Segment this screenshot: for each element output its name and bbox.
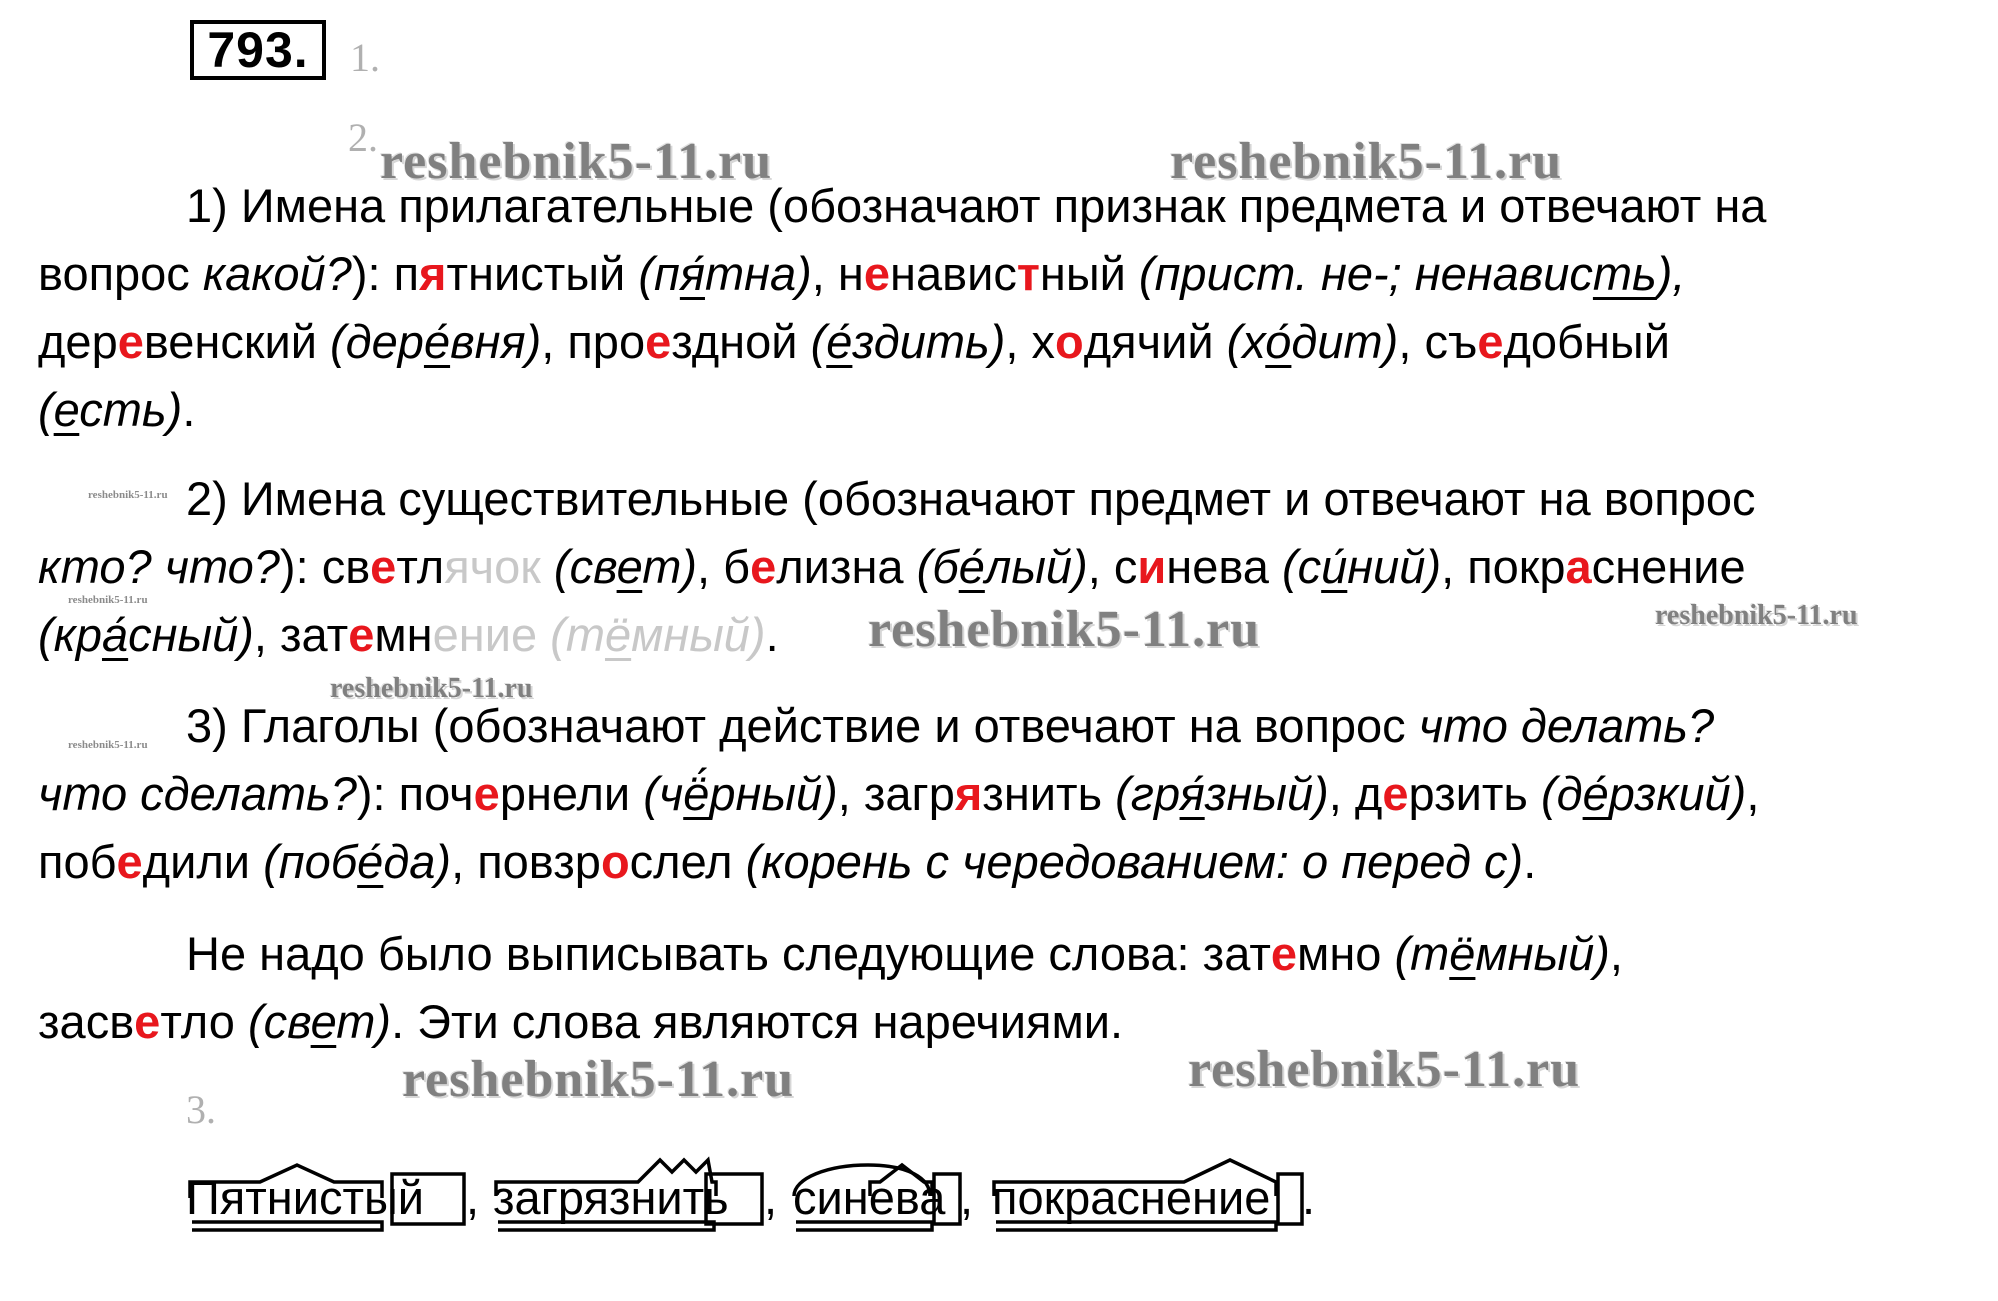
watermark: reshebnik5-11.ru xyxy=(402,1051,795,1108)
s2-line-2: кто? что?): светлячок (свет), белизна (бе́лый), синева (си́ний), покраснение xyxy=(38,540,1746,593)
watermark: reshebnik5-11.ru xyxy=(330,673,533,704)
root-arc xyxy=(190,1165,382,1198)
s1-line-2: вопрос какой?): пятнистый (пя́тна), ненавистный (прист. не-; ненависть), xyxy=(38,247,1686,300)
s3-line-3: победили (побе́да), повзрослел (корень с чередованием: о перед с). xyxy=(38,835,1537,888)
s1-line-1: 1) Имена прилагательные (обозначают признак предмета и отвечают на xyxy=(186,179,1767,232)
task-number: 793. xyxy=(190,20,326,80)
watermark: reshebnik5-11.ru xyxy=(1188,1041,1581,1098)
ending-box xyxy=(392,1174,464,1224)
root-arc xyxy=(994,1160,1276,1196)
ending-box xyxy=(996,1222,1276,1230)
note-line-2: засветло (свет). Эти слова являются наречиями. xyxy=(38,995,1124,1048)
morpheme-word-1: Пятнистый xyxy=(186,1171,425,1224)
watermark: reshebnik5-11.ru xyxy=(68,594,148,606)
step-2-label: 2. xyxy=(348,115,378,160)
comma: , xyxy=(466,1171,480,1224)
step-3-label: 3. xyxy=(186,1087,216,1132)
watermark: reshebnik5-11.ru xyxy=(380,133,773,190)
s2-line-1: 2) Имена существительные (обозначают предмет и отвечают на вопрос xyxy=(186,472,1756,525)
watermark: reshebnik5-11.ru xyxy=(68,739,148,751)
s3-line-1: 3) Глаголы (обозначают действие и отвечают на вопрос что делать? xyxy=(186,699,1715,752)
step-1-label: 1. xyxy=(350,35,380,80)
watermark: reshebnik5-11.ru xyxy=(1655,600,1858,631)
ending-box xyxy=(796,1222,932,1230)
morpheme-word-3: синева xyxy=(793,1171,946,1224)
ending-box xyxy=(498,1222,714,1230)
s2-line-3: (кра́сный), затемнение (тёмный). xyxy=(38,608,779,661)
watermark: reshebnik5-11.ru xyxy=(1170,133,1563,190)
morpheme-word-2: загрязнить xyxy=(493,1171,729,1224)
period: . xyxy=(1302,1171,1316,1224)
s1-line-4: (есть). xyxy=(38,383,196,436)
morpheme-word-4: покраснение xyxy=(992,1171,1271,1224)
ending-box xyxy=(1278,1174,1302,1224)
s3-line-2: что сделать?): почернели (чё́рный), загрязнить (гря́зный), дерзить (де́рзкий), xyxy=(38,767,1760,820)
ending-box xyxy=(192,1222,382,1230)
comma: , xyxy=(764,1171,778,1224)
watermark: reshebnik5-11.ru xyxy=(88,489,168,501)
note-line-1: Не надо было выписывать следующие слова: затемно (тёмный), xyxy=(186,927,1623,980)
comma: , xyxy=(960,1171,974,1224)
watermark: reshebnik5-11.ru xyxy=(868,601,1261,658)
ending-box xyxy=(934,1174,960,1224)
root-arc xyxy=(496,1160,716,1196)
s1-line-3: деревенский (дере́вня), проездной (е́здить), ходячий (хо́дит), съедобный xyxy=(38,315,1670,368)
